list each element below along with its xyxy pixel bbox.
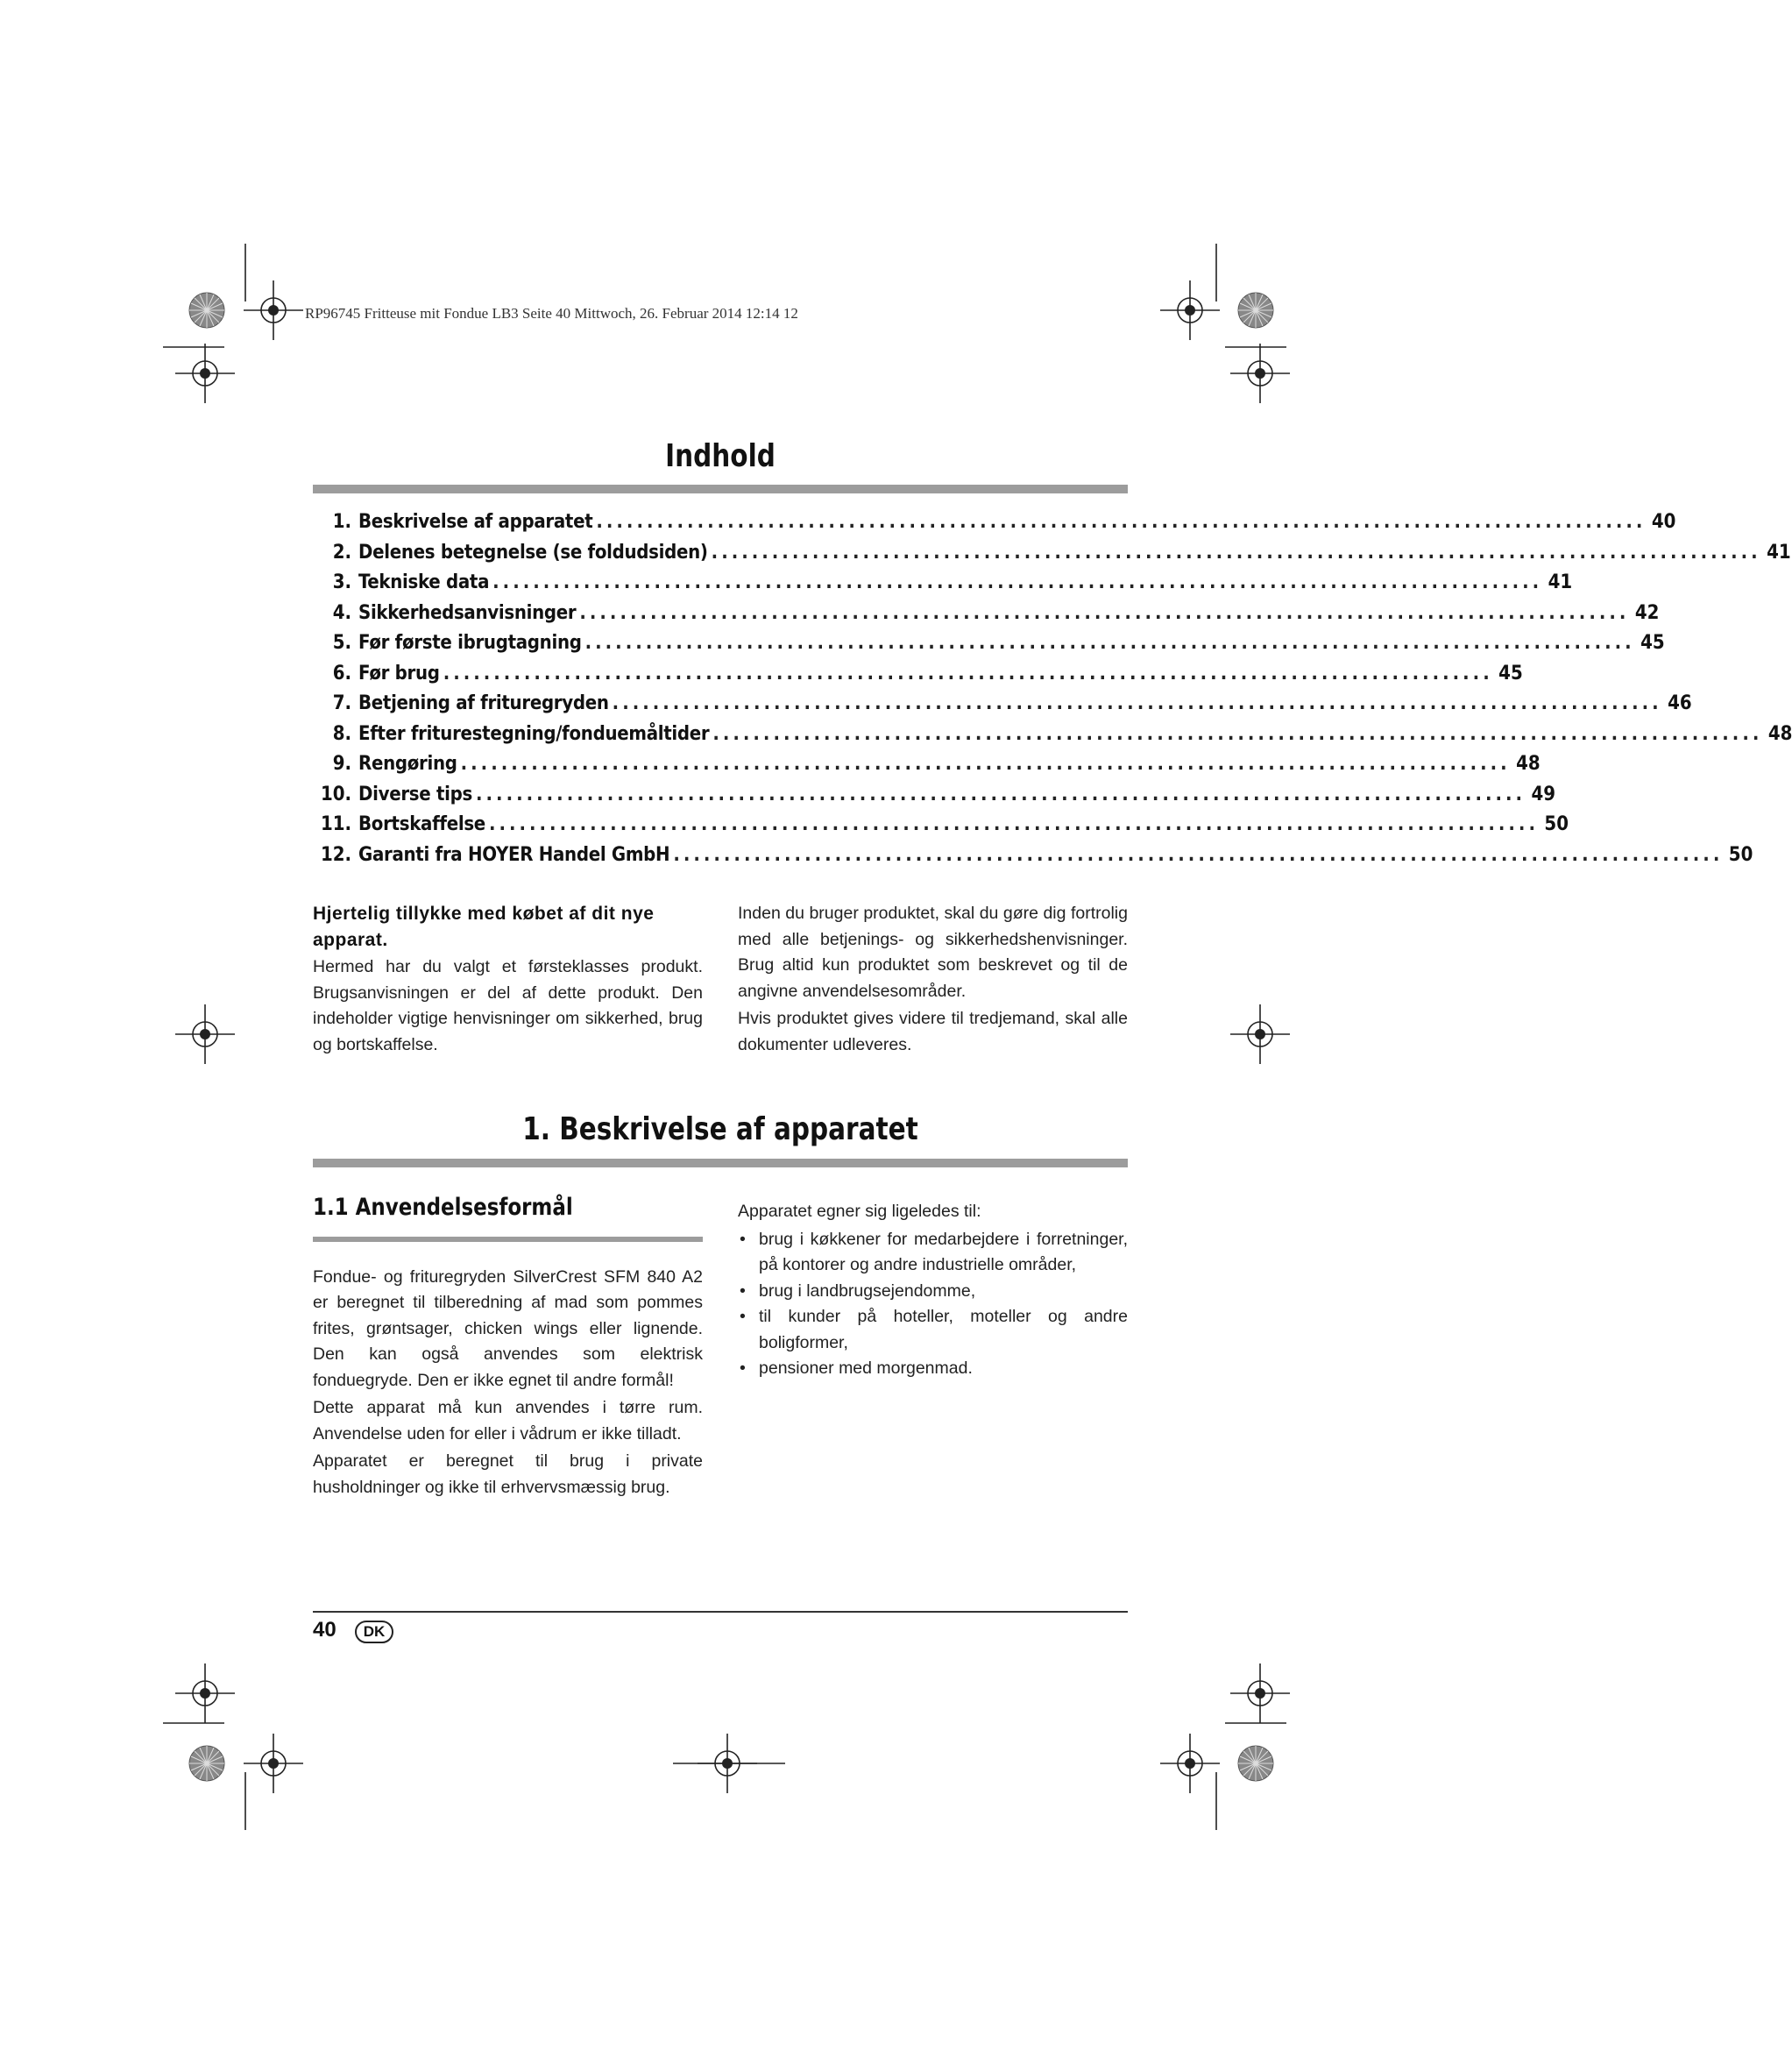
section-1-right-intro: Apparatet egner sig ligeledes til: xyxy=(738,1202,981,1221)
toc-entry-number: 4. xyxy=(332,601,351,624)
section-1-left-paragraph-1: Fondue- og frituregryden SilverCrest SFM 840 A2 er beregnet til tilberedning af mad som pommes frites, grøntsager, chicken wings eller lignende. Den kan også anvendes som elektrisk fonduegryde. Den er ikke egnet til andre formål! xyxy=(313,1266,703,1390)
subsection-1-1-title: 1.1 Anvendelsesformål xyxy=(313,1194,573,1221)
toc-entry-title: Garanti fra HOYER Handel GmbH xyxy=(358,843,670,866)
toc-entry-number: 1. xyxy=(332,511,351,533)
toc-entry-title: Rengøring xyxy=(358,753,457,775)
intro-left-column xyxy=(313,901,703,1060)
toc-entry-page: 41 xyxy=(1767,541,1791,564)
usage-bullet-list xyxy=(738,1227,1128,1382)
section-1-left-column xyxy=(313,1195,703,1502)
toc-list xyxy=(313,511,1792,874)
intro-heading: Hjertelig tillykke med købet af dit nye apparat. xyxy=(313,904,655,950)
toc-entry-title: Betjening af frituregryden xyxy=(358,692,609,714)
section-1-title-bar xyxy=(313,1159,1128,1167)
intro-right-column xyxy=(738,901,1128,1060)
toc-entry-page: 48 xyxy=(1767,722,1792,745)
print-slug-header: RP96745 Fritteuse mit Fondue LB3 Seite 40 Mittwoch, 26. Februar 2014 12:14 12 xyxy=(305,305,798,322)
toc-entry-title: Før første ibrugtagning xyxy=(358,632,582,654)
toc-leader-dots: ........................................................................................................ xyxy=(443,662,1493,685)
toc-entry-number: 9. xyxy=(332,753,351,775)
footer-rule xyxy=(313,1611,1128,1613)
toc-leader-dots: ........................................................................................................ xyxy=(476,783,1526,805)
toc-entry-number: 3. xyxy=(332,571,351,593)
toc-entry-title: Beskrivelse af apparatet xyxy=(358,511,593,533)
toc-title-bar xyxy=(313,485,1128,493)
toc-leader-dots: ........................................................................................................ xyxy=(673,843,1724,866)
toc-entry-title: Sikkerhedsanvisninger xyxy=(358,601,577,624)
toc-entry-title: Efter friturestegning/fonduemåltider xyxy=(358,722,710,745)
section-1-left-paragraph-2: Dette apparat må kun anvendes i tørre rum. Anvendelse uden for eller i vådrum er ikke tilladt. xyxy=(313,1398,703,1444)
list-item: • til kunder på hoteller, moteller og andre boligformer, xyxy=(738,1304,1128,1356)
section-1-title: 1. Beskrivelse af apparatet xyxy=(522,1111,918,1147)
intro-right-paragraph-1: Inden du bruger produktet, skal du gøre dig fortrolig med alle betjenings- og sikkerhedshenvisninger. Brug altid kun produktet som beskrevet og til de angivne anvendelsesområder. xyxy=(738,904,1128,1001)
toc-leader-dots: ........................................................................................................ xyxy=(492,571,1543,593)
toc-leader-dots: ........................................................................................................ xyxy=(712,722,1763,745)
toc-entry[interactable] xyxy=(313,632,1665,663)
subsection-1-1-bar xyxy=(313,1237,703,1242)
toc-entry[interactable] xyxy=(313,722,1792,754)
section-1-right-column xyxy=(738,1199,1128,1382)
toc-entry[interactable] xyxy=(313,753,1541,784)
toc-entry-number: 11. xyxy=(320,813,351,835)
toc-entry-page: 50 xyxy=(1728,843,1753,866)
toc-entry-number: 8. xyxy=(332,722,351,745)
section-1-left-paragraph-3: Apparatet er beregnet til brug i private husholdninger og ikke til erhvervsmæssig brug. xyxy=(313,1451,703,1497)
intro-left-text: Hermed har du valgt et førsteklasses produkt. Brugsanvisningen er del af dette produkt. Den indeholder vigtige henvisninger om sikkerhed, brug og bortskaffelse. xyxy=(313,957,703,1054)
toc-entry[interactable] xyxy=(313,813,1569,844)
toc-leader-dots: ........................................................................................................ xyxy=(596,511,1647,533)
toc-leader-dots: ........................................................................................................ xyxy=(488,813,1539,835)
toc-entry-title: Delenes betegnelse (se foldudsiden) xyxy=(358,541,708,564)
toc-entry[interactable] xyxy=(313,783,1556,814)
toc-entry-page: 46 xyxy=(1668,692,1692,714)
toc-entry-number: 2. xyxy=(332,541,351,564)
list-item: • brug i køkkener for medarbejdere i forretninger, på kontorer og andre industrielle områder, xyxy=(738,1227,1128,1279)
toc-leader-dots: ........................................................................................................ xyxy=(584,632,1635,654)
toc-entry-page: 42 xyxy=(1634,601,1660,624)
intro-right-paragraph-2: Hvis produktet gives videre til tredjemand, skal alle dokumenter udleveres. xyxy=(738,1009,1128,1054)
toc-entry-number: 6. xyxy=(332,662,351,685)
toc-entry-number: 10. xyxy=(320,783,351,805)
toc-entry-page: 45 xyxy=(1498,662,1523,685)
toc-entry-page: 41 xyxy=(1548,571,1573,593)
toc-entry-page: 49 xyxy=(1531,783,1556,805)
page-number: 40 xyxy=(313,1618,336,1642)
toc-entry-page: 40 xyxy=(1651,511,1676,533)
toc-entry-title: Bortskaffelse xyxy=(358,813,485,835)
toc-title: Indhold xyxy=(665,438,776,474)
toc-entry[interactable] xyxy=(313,662,1523,693)
toc-entry[interactable] xyxy=(313,571,1573,602)
toc-entry-number: 5. xyxy=(332,632,351,654)
toc-leader-dots: ........................................................................................................ xyxy=(711,541,1761,564)
toc-entry[interactable] xyxy=(313,511,1676,542)
toc-entry-number: 7. xyxy=(332,692,351,714)
toc-leader-dots: ........................................................................................................ xyxy=(612,692,1662,714)
toc-leader-dots: ........................................................................................................ xyxy=(460,753,1511,775)
toc-entry-title: Før brug xyxy=(358,662,440,685)
toc-entry-title: Diverse tips xyxy=(358,783,473,805)
toc-entry-number: 12. xyxy=(320,843,351,866)
toc-entry-page: 50 xyxy=(1544,813,1569,835)
language-badge: DK xyxy=(355,1621,393,1643)
toc-entry[interactable] xyxy=(313,692,1692,723)
toc-entry[interactable] xyxy=(313,601,1660,633)
toc-entry-page: 48 xyxy=(1516,753,1541,775)
list-item: • pensioner med morgenmad. xyxy=(738,1356,1128,1382)
toc-entry-title: Tekniske data xyxy=(358,571,490,593)
toc-entry[interactable] xyxy=(313,541,1791,572)
toc-entry[interactable] xyxy=(313,843,1753,875)
list-item: • brug i landbrugsejendomme, xyxy=(738,1279,1128,1305)
toc-entry-page: 45 xyxy=(1640,632,1665,654)
toc-leader-dots: ........................................................................................................ xyxy=(579,601,1630,624)
